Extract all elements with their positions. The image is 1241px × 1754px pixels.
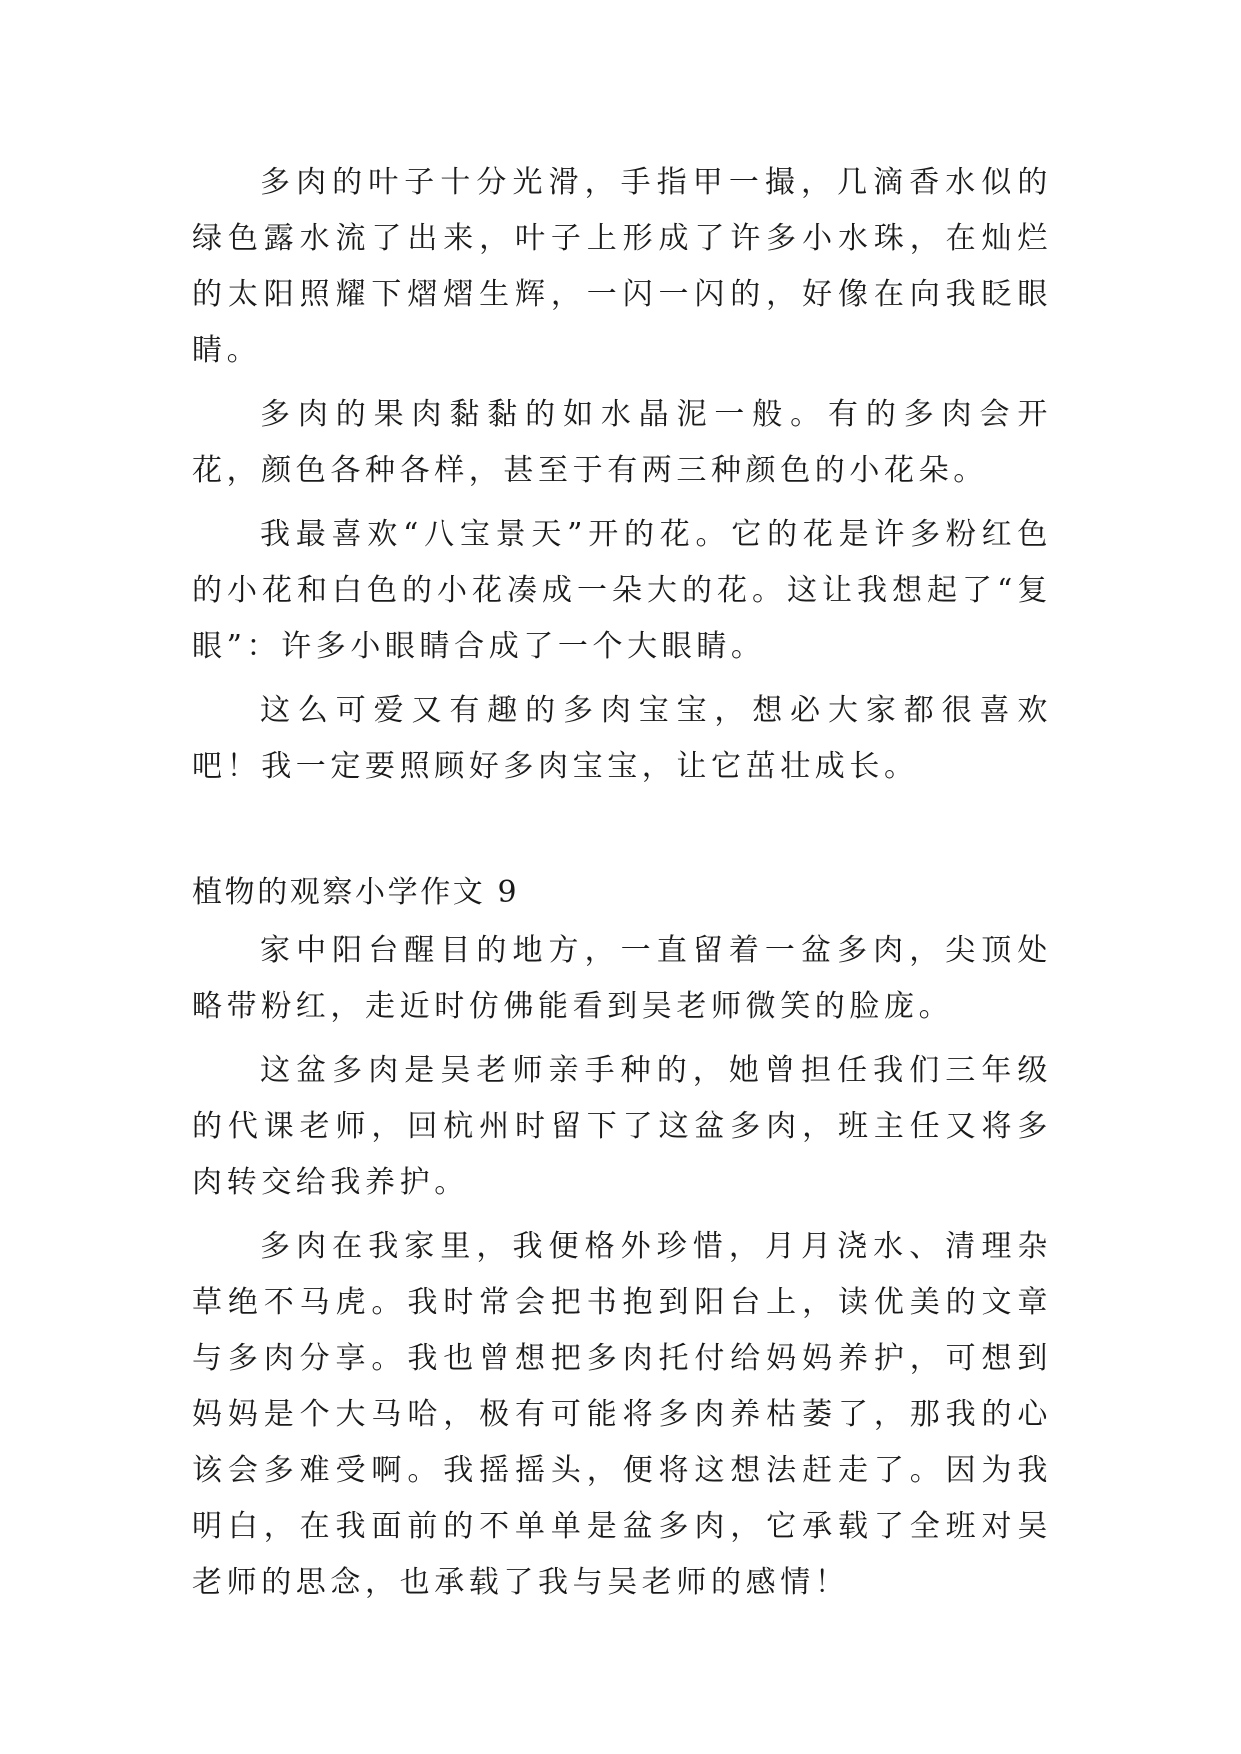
- section-title: 植物的观察小学作文 9: [192, 875, 520, 910]
- paragraph-care: 多肉在我家里，我便格外珍惜，月月浇水、清理杂草绝不马虎。我时常会把书抱到阳台上，读优美的文章与多肉分享。我也曾想把多肉托付给妈妈养护，可想到妈妈是个大马哈，极有可能将多肉养枯萎了，那我的心该会多难受啊。我摇摇头，便将这想法赶走了。因为我明白，在我面前的不单单是盆多肉，它承载了全班对吴老师的思念，也承载了我与吴老师的感情！: [192, 1229, 1052, 1600]
- document-page: [192, 155, 1052, 1611]
- paragraph-conclusion: 这么可爱又有趣的多肉宝宝，想必大家都很喜欢吧！我一定要照顾好多肉宝宝，让它茁壮成长。: [192, 693, 1052, 784]
- paragraph-teacher: 这盆多肉是吴老师亲手种的，她曾担任我们三年级的代课老师，回杭州时留下了这盆多肉，班主任又将多肉转交给我养护。: [192, 1053, 1052, 1200]
- paragraph-balcony: 家中阳台醒目的地方，一直留着一盆多肉，尖顶处略带粉红，走近时仿佛能看到吴老师微笑的脸庞。: [192, 933, 1052, 1024]
- paragraph-flesh: 多肉的果肉黏黏的如水晶泥一般。有的多肉会开花，颜色各种各样，甚至于有两三种颜色的小花朵。: [192, 397, 1052, 488]
- paragraph-flowers: 我最喜欢“八宝景天”开的花。它的花是许多粉红色的小花和白色的小花凑成一朵大的花。这让我想起了“复眼”：许多小眼睛合成了一个大眼睛。: [192, 517, 1052, 664]
- paragraph-leaves: 多肉的叶子十分光滑，手指甲一撮，几滴香水似的绿色露水流了出来，叶子上形成了许多小水珠，在灿烂的太阳照耀下熠熠生辉，一闪一闪的，好像在向我眨眼睛。: [192, 165, 1052, 368]
